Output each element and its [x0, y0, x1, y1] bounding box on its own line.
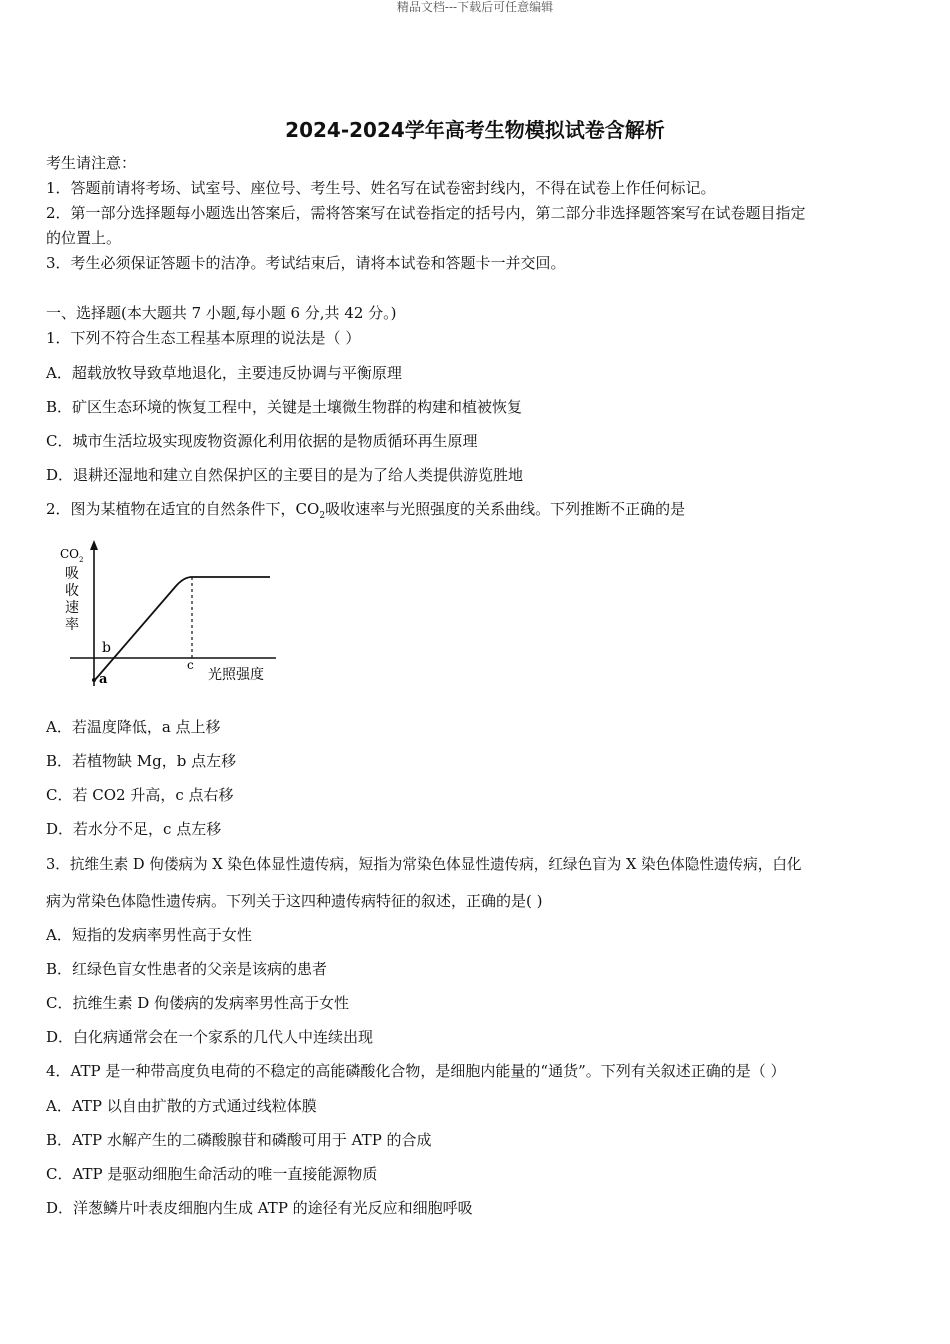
point-label-c: c: [187, 658, 194, 672]
q4-stem: 4．ATP 是一种带高度负电荷的不稳定的高能磷酸化合物，是细胞内能量的“通货”。下列有关叙述正确的是（ ）: [46, 1062, 786, 1080]
q1-option-d: D．退耕还湿地和建立自然保护区的主要目的是为了给人类提供游览胜地: [46, 466, 524, 484]
q2-option-b: B．若植物缺 Mg，b 点左移: [46, 752, 237, 770]
q2-stem-pre: 2．图为某植物在适宜的自然条件下，CO: [46, 500, 320, 518]
notice-item-3: 3．考生必须保证答题卡的洁净。考试结束后，请将本试卷和答题卡一并交回。: [46, 254, 566, 272]
q1-option-b: B．矿区生态环境的恢复工程中，关键是土壤微生物群的构建和植被恢复: [46, 398, 523, 416]
section-heading: 一、选择题(本大题共 7 小题,每小题 6 分,共 42 分。): [46, 304, 397, 322]
q3-option-c: C．抗维生素 D 佝偻病的发病率男性高于女性: [46, 994, 350, 1012]
y-label-char-1: 吸: [65, 566, 79, 582]
q2-option-c: C．若 CO2 升高，c 点右移: [46, 786, 234, 804]
y-label-char-3: 速: [65, 600, 79, 616]
notice-item-1: 1．答题前请将考场、试室号、座位号、考生号、姓名写在试卷密封线内，不得在试卷上作任何标记。: [46, 179, 716, 197]
y-axis-arrow: [90, 540, 98, 550]
point-a-dot: [92, 678, 96, 682]
point-label-b: b: [102, 640, 111, 656]
point-label-a: a: [99, 672, 108, 687]
notice-item-2-cont: 的位置上。: [46, 229, 122, 247]
q3-option-b: B．红绿色盲女性患者的父亲是该病的患者: [46, 960, 328, 978]
q1-option-c: C．城市生活垃圾实现废物资源化利用依据的是物质循环再生原理: [46, 432, 478, 450]
q4-option-a: A．ATP 以自由扩散的方式通过线粒体膜: [46, 1097, 317, 1115]
q1-option-a: A．超载放牧导致草地退化，主要违反协调与平衡原理: [46, 364, 402, 382]
q2-stem-post: 吸收速率与光照强度的关系曲线。下列推断不正确的是: [325, 500, 686, 518]
y-label-co: CO: [60, 547, 80, 561]
co2-light-chart: [46, 536, 286, 696]
y-label-char-2: 收: [65, 583, 79, 599]
page-header: 精品文档---下载后可任意编辑: [396, 0, 554, 14]
q3-option-a: A．短指的发病率男性高于女性: [46, 926, 252, 944]
q4-option-c: C．ATP 是驱动细胞生命活动的唯一直接能源物质: [46, 1165, 378, 1183]
x-axis-label: 光照强度: [208, 667, 264, 683]
q1-stem: 1．下列不符合生态工程基本原理的说法是（ ）: [46, 329, 361, 347]
notice-heading: 考生请注意：: [46, 154, 137, 172]
y-label-sub: 2: [79, 556, 84, 564]
q2-stem: [46, 498, 916, 521]
page-title: 2024-2024学年高考生物模拟试卷含解析: [285, 118, 665, 142]
notice-item-2: 2．第一部分选择题每小题选出答案后，需将答案写在试卷指定的括号内，第二部分非选择题答案写在试卷题目指定: [46, 204, 806, 222]
chart-svg: [46, 536, 286, 696]
curve-line: [94, 577, 270, 681]
q2-option-d: D．若水分不足，c 点左移: [46, 820, 222, 838]
q2-option-a: A．若温度降低，a 点上移: [46, 718, 221, 736]
q4-option-d: D．洋葱鳞片叶表皮细胞内生成 ATP 的途径有光反应和细胞呼吸: [46, 1199, 473, 1217]
q3-option-d: D．白化病通常会在一个家系的几代人中连续出现: [46, 1028, 374, 1046]
q3-stem-line-2: 病为常染色体隐性遗传病。下列关于这四种遗传病特征的叙述，正确的是( ): [46, 892, 543, 910]
q4-option-b: B．ATP 水解产生的二磷酸腺苷和磷酸可用于 ATP 的合成: [46, 1131, 432, 1149]
y-label-char-4: 率: [65, 617, 79, 633]
q3-stem-line-1: 3．抗维生素 D 佝偻病为 X 染色体显性遗传病，短指为常染色体显性遗传病，红绿色盲为 X 染色体隐性遗传病，白化: [46, 856, 802, 873]
q2-stem-sub: 2: [319, 511, 326, 521]
